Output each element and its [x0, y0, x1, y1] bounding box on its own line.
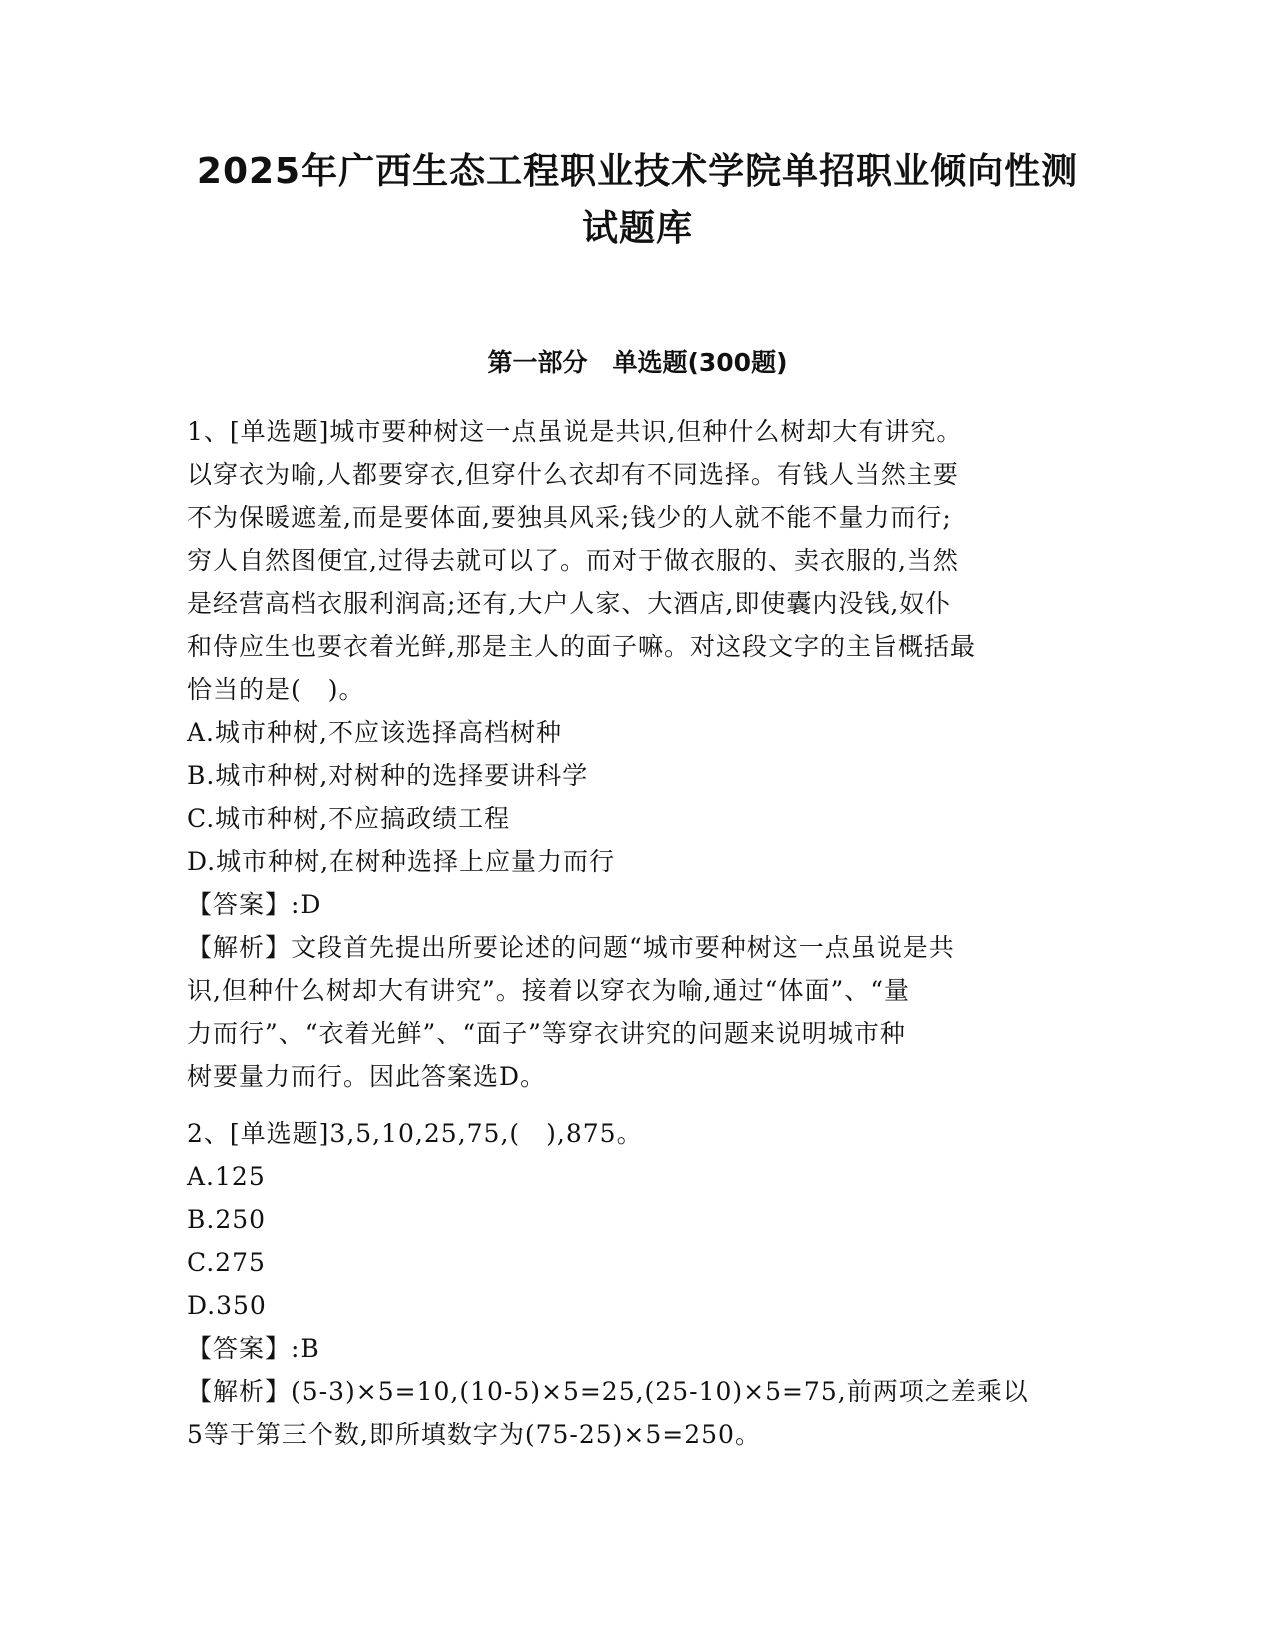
question-block	[187, 1112, 1077, 1456]
stem-line: 不为保暖遮羞,而是要体面,要独具风采;钱少的人就不能不量力而行;	[187, 503, 952, 532]
section-heading: 第一部分 单选题(300题)	[487, 348, 788, 377]
option-d: D.城市种树,在树种选择上应量力而行	[187, 847, 616, 876]
question-stem	[187, 1112, 1077, 1155]
title-line: 试题库	[581, 208, 693, 249]
option-c: C.275	[187, 1248, 266, 1277]
analysis	[187, 1370, 1077, 1456]
stem-line: 和侍应生也要衣着光鲜,那是主人的面子嘛。对这段文字的主旨概括最	[187, 632, 976, 661]
stem-line: 以穿衣为喻,人都要穿衣,但穿什么衣却有不同选择。有钱人当然主要	[187, 460, 959, 489]
question-block	[187, 410, 1077, 1098]
analysis-line: 力而行”、“衣着光鲜”、“面子”等穿衣讲究的问题来说明城市种	[187, 1019, 906, 1048]
question-stem	[187, 410, 1077, 711]
title-line: 2025年广西生态工程职业技术学院单招职业倾向性测	[196, 151, 1079, 192]
analysis-line: 树要量力而行。因此答案选D。	[187, 1062, 547, 1091]
option-a: A.城市种树,不应该选择高档树种	[187, 718, 562, 747]
answer-line: 【答案】:D	[187, 890, 322, 919]
option-list	[187, 1155, 1077, 1327]
question-list	[187, 410, 1077, 1456]
stem-line: 2、[单选题]3,5,10,25,75,( ),875。	[187, 1119, 643, 1148]
option-d: D.350	[187, 1291, 267, 1320]
analysis-line: 识,但种什么树却大有讲究”。接着以穿衣为喻,通过“体面”、“量	[187, 976, 911, 1005]
option-list	[187, 711, 1077, 883]
analysis	[187, 926, 1077, 1098]
option-b: B.250	[187, 1205, 267, 1234]
analysis-line: 【解析】(5-3)×5=10,(10-5)×5=25,(25-10)×5=75,前两项之差乘以	[187, 1377, 1029, 1406]
option-c: C.城市种树,不应搞政绩工程	[187, 804, 511, 833]
analysis-line: 【解析】文段首先提出所要论述的问题“城市要种树这一点虽说是共	[187, 933, 955, 962]
analysis-line: 5等于第三个数,即所填数字为(75-25)×5=250。	[187, 1420, 761, 1449]
stem-line: 穷人自然图便宜,过得去就可以了。而对于做衣服的、卖衣服的,当然	[187, 546, 959, 575]
stem-line: 是经营高档衣服利润高;还有,大户人家、大酒店,即使囊内没钱,奴仆	[187, 589, 952, 618]
option-b: B.城市种树,对树种的选择要讲科学	[187, 761, 589, 790]
stem-line: 1、[单选题]城市要种树这一点虽说是共识,但种什么树却大有讲究。	[187, 417, 963, 446]
stem-line: 恰当的是( )。	[187, 675, 365, 704]
option-a: A.125	[187, 1162, 266, 1191]
document-title	[150, 143, 1125, 257]
answer-line: 【答案】:B	[187, 1334, 320, 1363]
